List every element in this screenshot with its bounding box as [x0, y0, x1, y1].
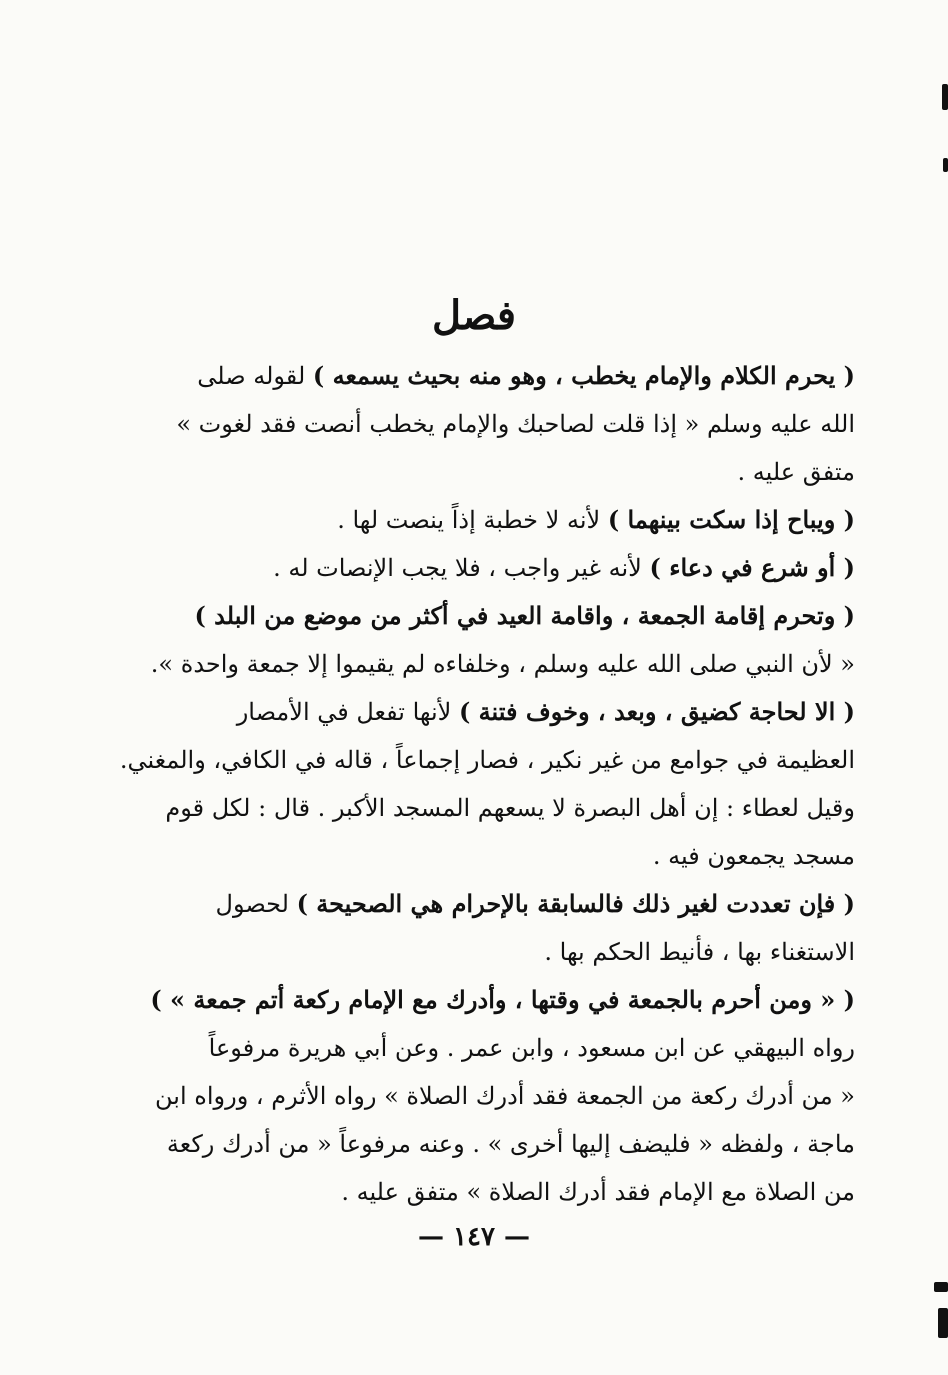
normal-span: مسجد يجمعون فيه .	[652, 842, 855, 870]
text-line	[210, 448, 855, 496]
body-text	[119, 352, 855, 1216]
normal-span: من الصلاة مع الإمام فقد أدرك الصلاة » متفق عليه .	[341, 1178, 855, 1206]
text-line	[210, 928, 855, 976]
text-line	[210, 688, 855, 736]
normal-span: لأنها تفعل في الأمصار	[236, 698, 459, 726]
bold-span: ( « ومن أحرم بالجمعة في وقتها ، وأدرك مع الإمام ركعة أتم جمعة » )	[150, 985, 855, 1014]
normal-span: العظيمة في جوامع من غير نكير ، فصار إجماعاً ، قاله في الكافي، والمغني.	[119, 746, 855, 774]
bold-span: ( وتحرم إقامة الجمعة ، واقامة العيد في أكثر من موضع من البلد )	[194, 601, 855, 630]
text-line	[150, 640, 855, 688]
scan-edge-mark	[943, 158, 948, 172]
bold-span: ( الا لحاجة كضيق ، وبعد ، وخوف فتنة )	[458, 697, 855, 726]
text-line	[197, 352, 855, 400]
normal-span: لقوله صلى	[197, 362, 313, 390]
normal-span: « لأن النبي صلى الله عليه وسلم ، وخلفاءه لم يقيموا إلا جمعة واحدة ».	[150, 650, 855, 678]
text-line	[210, 544, 855, 592]
normal-span: الله عليه وسلم « إذا قلت لصاحبك والإمام يخطب أنصت فقد لغوت »	[176, 410, 855, 438]
scan-edge-mark	[934, 1282, 948, 1292]
text-line	[176, 400, 855, 448]
text-line	[194, 592, 855, 640]
scan-edge-mark	[938, 1308, 948, 1338]
bold-span: ( ويباح إذا سكت بينهما )	[607, 505, 855, 534]
normal-span: وقيل لعطاء : إن أهل البصرة لا يسعهم المسجد الأكبر . قال : لكل قوم	[165, 794, 855, 822]
text-line	[210, 496, 855, 544]
normal-span: ماجة ، ولفظه « فليضف إليها أخرى » . وعنه مرفوعاً « من أدرك ركعة	[166, 1130, 855, 1158]
section-heading: فصل	[431, 292, 517, 339]
normal-span: لأنه لا خطبة إذاً ينصت لها .	[337, 506, 608, 534]
text-line	[210, 1024, 855, 1072]
normal-span: متفق عليه .	[737, 458, 855, 486]
bold-span: ( أو شرع في دعاء )	[649, 553, 855, 582]
text-line	[166, 1120, 855, 1168]
text-line	[155, 1072, 855, 1120]
normal-span: لحصول	[215, 890, 297, 918]
normal-span: رواه البيهقي عن ابن مسعود ، وابن عمر . وعن أبي هريرة مرفوعاً	[208, 1034, 855, 1062]
bold-span: ( فإن تعددت لغير ذلك فالسابقة بالإحرام هي الصحيحة )	[296, 889, 855, 918]
text-line	[210, 832, 855, 880]
text-line	[119, 736, 855, 784]
page-number: — ١٤٧ —	[417, 1222, 531, 1252]
scan-edge-mark	[942, 84, 948, 110]
bold-span: ( يحرم الكلام والإمام يخطب ، وهو منه بحيث يسمعه )	[312, 361, 855, 390]
text-line	[165, 784, 855, 832]
text-line	[210, 880, 855, 928]
normal-span: « من أدرك ركعة من الجمعة فقد أدرك الصلاة » رواه الأثرم ، ورواه ابن	[155, 1082, 855, 1110]
normal-span: الاستغناء بها ، فأنيط الحكم بها .	[544, 938, 855, 966]
text-line	[150, 976, 855, 1024]
text-line	[210, 1168, 855, 1216]
normal-span: لأنه غير واجب ، فلا يجب الإنصات له .	[273, 554, 650, 582]
